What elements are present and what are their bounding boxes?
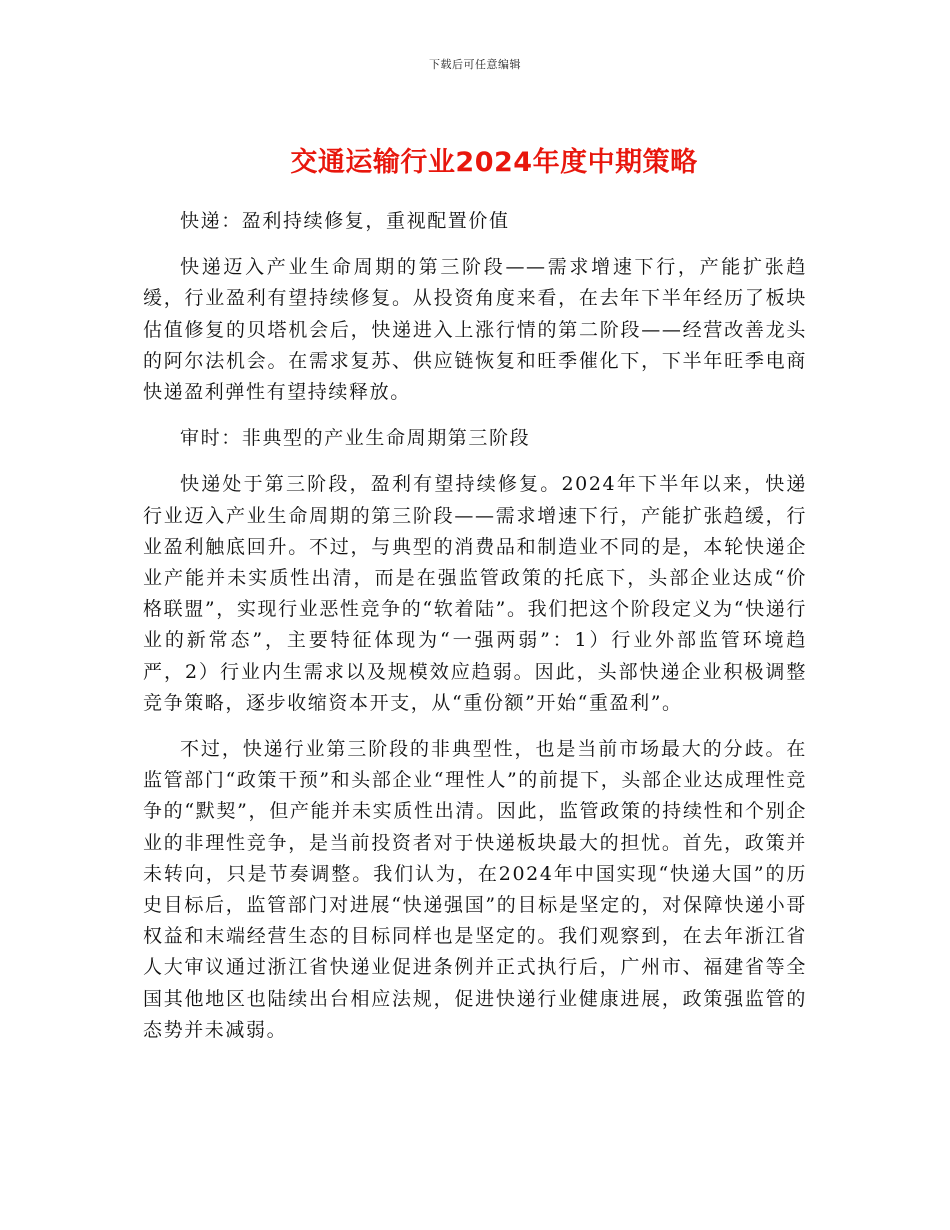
document-body — [143, 206, 807, 1061]
page-header-note: 下载后可任意编辑 — [429, 58, 521, 71]
document-title: 交通运输行业2024年度中期策略 — [290, 147, 698, 178]
paragraph-divergence: 不过，快递行业第三阶段的非典型性，也是当前市场最大的分歧。在监管部门“政策干预”和头部企业“理性人”的前提下，头部企业达成理性竞争的“默契”，但产能并未实质性出清。因此，监管政策的持续性和个别企业的非理性竞争，是当前投资者对于快递板块最大的担忧。首先，政策并未转向，只是节奏调整。我们认为，在2024年中国实现“快递大国”的历史目标后，监管部门对进展“快递强国”的目标是坚定的，对保障快递小哥权益和末端经营生态的目标同样也是坚定的。我们观察到，在去年浙江省人大审议通过浙江省快递业促进条例并正式执行后，广州市、福建省等全国其他地区也陆续出台相应法规，促进快递行业健康进展，政策强监管的态势并未减弱。 — [143, 738, 807, 1041]
paragraph-express-overview: 快递迈入产业生命周期的第三阶段——需求增速下行，产能扩张趋缓，行业盈利有望持续修复。从投资角度来看，在去年下半年经历了板块估值修复的贝塔机会后，快递进入上涨行情的第二阶段——经营改善龙头的阿尔法机会。在需求复苏、供应链恢复和旺季催化下，下半年旺季电商快递盈利弹性有望持续释放。 — [143, 256, 807, 404]
section-heading-third-stage: 审时：非典型的产业生命周期第三阶段 — [180, 427, 531, 450]
paragraph-third-stage: 快递处于第三阶段，盈利有望持续修复。2024年下半年以来，快递行业迈入产业生命周期的第三阶段——需求增速下行，产能扩张趋缓，行业盈利触底回升。不过，与典型的消费品和制造业不同的是，本轮快递企业产能并未实质性出清，而是在强监管政策的托底下，头部企业达成“价格联盟”，实现行业恶性竞争的“软着陆”。我们把这个阶段定义为“快递行业的新常态”，主要特征体现为“一强两弱”：1）行业外部监管环境趋严，2）行业内生需求以及规模效应趋弱。因此，头部快递企业积极调整竞争策略，逐步收缩资本开支，从“重份额”开始“重盈利”。 — [143, 473, 807, 714]
section-heading-express: 快递：盈利持续修复，重视配置价值 — [180, 210, 510, 232]
